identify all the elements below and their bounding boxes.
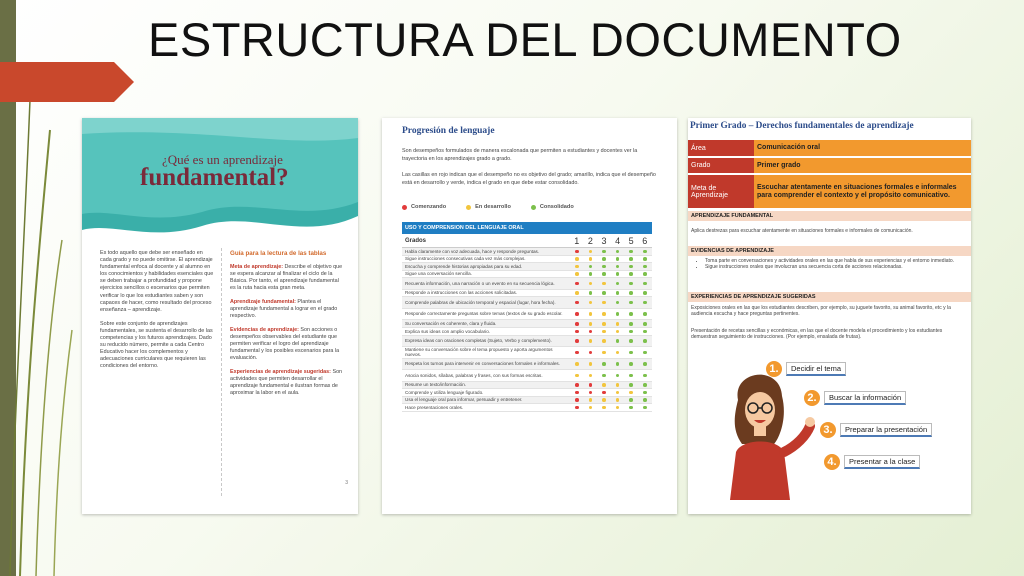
green-dot-icon	[602, 272, 606, 276]
green-dot-icon	[616, 265, 620, 269]
green-dot-icon	[629, 265, 633, 269]
green-dot-icon	[629, 398, 633, 402]
yellow-dot-icon	[616, 330, 620, 334]
yellow-dot-icon	[589, 257, 593, 261]
table-row	[402, 328, 652, 336]
section-text: Presentación de recetas sencillas y económicas, en las que el docente modela el procedimiento y los estudiantes demuestran seguimiento de instrucciones. (Por ejemplo, ensalada de frutas).	[691, 328, 943, 341]
green-dot-icon	[616, 250, 620, 254]
green-dot-icon	[629, 312, 633, 316]
yellow-dot-icon	[466, 205, 471, 210]
red-dot-icon	[575, 391, 579, 395]
yellow-dot-icon	[589, 374, 593, 378]
green-dot-icon	[602, 374, 606, 378]
table-row	[402, 297, 652, 309]
red-dot-icon	[575, 406, 579, 410]
grades-label: Grados	[405, 237, 427, 244]
term-label: Aprendizaje fundamental:	[230, 298, 296, 305]
yellow-dot-icon	[589, 398, 593, 402]
table-row	[402, 248, 652, 256]
guide-term	[230, 264, 345, 292]
table-row	[402, 397, 652, 405]
step-number: 3.	[820, 422, 836, 438]
intro-paragraph: Es todo aquello que debe ser enseñado en cada grado y no puede omitirse. El aprendizaje fundamental enfoca al docente y al alumno en los conocimientos y habilidades esenciales que se deben trabajar a profundidad y propone ejercicios sencillos o escenarios que permiten verificar lo que los estudiantes saben y son capaces de hacer, como resultado del proceso enseñanza – aprendizaje.	[100, 250, 214, 313]
green-dot-icon	[602, 362, 606, 366]
field-key: Grado	[688, 158, 754, 173]
field-value: Escuchar atentamente en situaciones formales e informales para comprender el contexto y el propósito comunicativo.	[754, 175, 971, 208]
yellow-dot-icon	[616, 398, 620, 402]
green-dot-icon	[629, 301, 633, 305]
step-item	[804, 390, 906, 406]
row-label: Expresa ideas con oraciones completas (Sujeto, Verbo y complemento).	[405, 338, 552, 344]
green-dot-icon	[643, 301, 647, 305]
table-header: USO Y COMPRENSION DEL LENGUAJE ORAL	[402, 222, 652, 234]
slide-title: ESTRUCTURA DEL DOCUMENTO	[148, 13, 902, 66]
table-row	[402, 309, 652, 321]
step-label: Decidir el tema	[786, 362, 846, 376]
grade-number: 6	[642, 235, 648, 246]
red-dot-icon	[589, 383, 593, 387]
green-dot-icon	[643, 282, 647, 286]
green-dot-icon	[616, 291, 620, 295]
yellow-dot-icon	[602, 301, 606, 305]
green-dot-icon	[629, 339, 633, 343]
yellow-dot-icon	[616, 351, 620, 355]
red-dot-icon	[589, 351, 593, 355]
table-row	[402, 404, 652, 412]
term-text: Plantea el aprendizaje fundamental a lograr en el grado respectivo.	[230, 298, 338, 319]
document-page-first-grade	[688, 118, 971, 514]
yellow-dot-icon	[616, 322, 620, 326]
field-value: Comunicación oral	[754, 140, 971, 156]
row-label: Hace presentaciones orales.	[405, 404, 464, 410]
green-dot-icon	[643, 257, 647, 261]
table-row	[402, 336, 652, 348]
red-dot-icon	[575, 312, 579, 316]
step-number: 1.	[766, 361, 782, 377]
table-row	[402, 290, 652, 298]
table-row	[402, 320, 652, 328]
red-dot-icon	[575, 250, 579, 254]
red-dot-icon	[602, 391, 606, 395]
green-dot-icon	[629, 383, 633, 387]
green-dot-icon	[629, 351, 633, 355]
field-row-grade	[688, 158, 971, 174]
field-row-area	[688, 140, 971, 157]
green-dot-icon	[589, 265, 593, 269]
yellow-dot-icon	[616, 406, 620, 410]
green-dot-icon	[602, 250, 606, 254]
grade-number: 5	[628, 235, 634, 246]
guide-column	[230, 250, 345, 404]
red-dot-icon	[575, 351, 579, 355]
table-row	[402, 256, 652, 264]
green-dot-icon	[629, 406, 633, 410]
green-dot-icon	[643, 362, 647, 366]
row-label: Resume un texto/información.	[405, 382, 467, 388]
row-label: Escucha y comprende historias apropiadas para su edad.	[405, 263, 523, 269]
term-text: Son acciones o desempeños observables del estudiante que permiten verificar el logro del aprendizaje fundamental y los posibles escenarios para la evaluación.	[230, 326, 340, 361]
yellow-dot-icon	[575, 291, 579, 295]
yellow-dot-icon	[575, 374, 579, 378]
red-dot-icon	[575, 398, 579, 402]
progression-title: Progresión de lenguaje	[402, 126, 495, 136]
green-dot-icon	[616, 301, 620, 305]
progression-table	[402, 222, 652, 412]
intro-column	[100, 250, 215, 378]
green-dot-icon	[629, 282, 633, 286]
term-label: Meta de aprendizaje:	[230, 263, 284, 270]
guide-term	[230, 369, 345, 397]
green-dot-icon	[602, 265, 606, 269]
green-dot-icon	[643, 374, 647, 378]
yellow-dot-icon	[602, 383, 606, 387]
green-dot-icon	[629, 362, 633, 366]
green-dot-icon	[629, 322, 633, 326]
legend	[402, 204, 662, 210]
grade-number: 2	[587, 235, 593, 246]
table-row	[402, 278, 652, 290]
yellow-dot-icon	[602, 330, 606, 334]
yellow-dot-icon	[616, 391, 620, 395]
document-page-intro	[82, 118, 358, 514]
green-dot-icon	[643, 265, 647, 269]
document-page-progression	[382, 118, 677, 514]
table-row	[402, 389, 652, 397]
green-dot-icon	[643, 351, 647, 355]
step-label: Buscar la información	[824, 391, 906, 405]
red-dot-icon	[575, 301, 579, 305]
grade-number: 3	[601, 235, 607, 246]
step-label: Preparar la presentación	[840, 423, 932, 437]
step-item	[820, 422, 932, 438]
green-dot-icon	[616, 272, 620, 276]
yellow-dot-icon	[575, 362, 579, 366]
list-item: • Sigue instrucciones orales que involucran una secuencia corta de acciones relacionadas.	[705, 264, 966, 270]
yellow-dot-icon	[575, 257, 579, 261]
green-dot-icon	[616, 257, 620, 261]
field-row-goal	[688, 175, 971, 209]
green-dot-icon	[643, 330, 647, 334]
title-arrow	[0, 62, 134, 102]
row-label: Comprende y utiliza lenguaje figurado.	[405, 389, 484, 395]
yellow-dot-icon	[589, 312, 593, 316]
green-dot-icon	[643, 398, 647, 402]
row-label: Responde correctamente preguntas sobre temas (textos de su grado escolar.	[405, 311, 563, 317]
table-row	[402, 347, 652, 359]
red-dot-icon	[575, 282, 579, 286]
green-dot-icon	[629, 330, 633, 334]
green-dot-icon	[602, 257, 606, 261]
list-item: • Toma parte en conversaciones y actividades orales en las que habla de sus experiencias y el entorno inmediato.	[705, 258, 966, 264]
row-label: Respeta los turnos para intervenir en conversaciones formales e informales.	[405, 361, 560, 367]
red-dot-icon	[575, 339, 579, 343]
green-dot-icon	[643, 383, 647, 387]
green-dot-icon	[629, 374, 633, 378]
yellow-dot-icon	[602, 339, 606, 343]
row-label: Responde a instrucciones con las acciones solicitadas.	[405, 290, 518, 296]
green-dot-icon	[629, 250, 633, 254]
green-dot-icon	[629, 291, 633, 295]
row-label: Asocia sonidos, sílabas, palabras y frases, con sus formas escritas.	[405, 372, 543, 378]
progression-paragraph: Son desempeños formulados de manera escalonada que permiten a estudiantes y docentes ver la trayectoria en los aprendizajes grado a grado.	[402, 148, 638, 162]
green-dot-icon	[531, 205, 536, 210]
legend-item: En desarrollo	[466, 204, 511, 210]
green-dot-icon	[643, 391, 647, 395]
green-dot-icon	[643, 291, 647, 295]
step-label: Presentar a la clase	[844, 455, 920, 469]
first-grade-title: Primer Grado – Derechos fundamentales de aprendizaje	[690, 121, 914, 131]
green-dot-icon	[643, 312, 647, 316]
yellow-dot-icon	[602, 351, 606, 355]
step-item	[824, 454, 920, 470]
yellow-dot-icon	[602, 312, 606, 316]
yellow-dot-icon	[589, 322, 593, 326]
question-line-2: fundamental?	[140, 164, 289, 191]
yellow-dot-icon	[602, 282, 606, 286]
guide-term	[230, 327, 345, 362]
section-header: EXPERIENCIAS DE APRENDIZAJE SUGERIDAS	[688, 292, 971, 302]
table-row	[402, 382, 652, 390]
red-dot-icon	[575, 330, 579, 334]
row-label: Comprende palabras de ubicación temporal y espacial (lugar, hora fecha).	[405, 299, 556, 305]
row-label: Usa el lenguaje oral para informar, persuadir y entretener.	[405, 397, 523, 403]
step-number: 2.	[804, 390, 820, 406]
yellow-dot-icon	[629, 391, 633, 395]
green-dot-icon	[629, 257, 633, 261]
table-row	[402, 359, 652, 371]
legend-item: Comenzando	[402, 204, 446, 210]
green-dot-icon	[589, 272, 593, 276]
row-label: Habla claramente con voz adecuada, hace y responde preguntas.	[405, 248, 540, 254]
term-label: Experiencias de aprendizaje sugeridas:	[230, 368, 331, 375]
green-dot-icon	[589, 291, 593, 295]
term-text: Son actividades que permiten desarrollar el aprendizaje fundamental e ilustran formas de aproximar la labor en el aula.	[230, 368, 343, 396]
green-dot-icon	[616, 374, 620, 378]
green-dot-icon	[616, 362, 620, 366]
red-dot-icon	[589, 391, 593, 395]
yellow-dot-icon	[589, 282, 593, 286]
term-text: Describe el objetivo que se espera alcanzar al finalizar el ciclo de la Básica. Por tanto, el aprendizaje fundamental es la ruta hacia esta gran meta.	[230, 263, 343, 291]
yellow-dot-icon	[589, 339, 593, 343]
table-row	[402, 263, 652, 271]
grade-number: 1	[574, 235, 580, 246]
step-number: 4.	[824, 454, 840, 470]
yellow-dot-icon	[575, 265, 579, 269]
green-dot-icon	[602, 291, 606, 295]
green-dot-icon	[643, 322, 647, 326]
row-label: Mantiene su conversación sobre el tema propuesto y aporta argumentos nuevos.	[405, 346, 553, 358]
field-value: Primer grado	[754, 158, 971, 173]
yellow-dot-icon	[616, 383, 620, 387]
yellow-dot-icon	[589, 406, 593, 410]
row-label: Su conversación es coherente, clara y fluida.	[405, 320, 497, 326]
red-dot-icon	[575, 322, 579, 326]
yellow-dot-icon	[589, 362, 593, 366]
table-body	[402, 248, 652, 412]
progression-paragraph: Las casillas en rojo indican que el desempeño no es objetivo del grado; amarillo, indica que el desempeño está en desarrollo y verde, indica el grado en que debe estar consolidado.	[402, 172, 656, 186]
green-dot-icon	[629, 272, 633, 276]
term-label: Evidencias de aprendizaje:	[230, 326, 299, 333]
grades-row	[402, 234, 652, 248]
yellow-dot-icon	[575, 272, 579, 276]
row-label: Sigue una conversación sencilla.	[405, 271, 472, 277]
section-header: EVIDENCIAS DE APRENDIZAJE	[688, 246, 971, 256]
field-key: Meta de Aprendizaje	[688, 175, 754, 208]
yellow-dot-icon	[602, 406, 606, 410]
field-key: Área	[688, 140, 754, 156]
intro-paragraph: Sobre este conjunto de aprendizajes fundamentales, se sustenta el desarrollo de las competencias y los futuros aprendizajes. Dado su reducido número, permite a cada Centro Educativo hacer los complementos y adecuaciones curriculares que requieren las condiciones del entorno.	[100, 320, 213, 370]
page-number: 3	[345, 480, 348, 486]
guide-term	[230, 299, 345, 320]
red-dot-icon	[589, 330, 593, 334]
green-dot-icon	[643, 250, 647, 254]
green-dot-icon	[616, 312, 620, 316]
green-dot-icon	[616, 339, 620, 343]
green-dot-icon	[643, 339, 647, 343]
section-text: Aplica destrezas para escuchar atentamente en situaciones formales e informales de comunicación.	[691, 228, 913, 234]
yellow-dot-icon	[589, 250, 593, 254]
section-header: APRENDIZAJE FUNDAMENTAL	[688, 211, 971, 221]
guide-title: Guía para la lectura de las tablas	[230, 250, 327, 257]
question-line-1: ¿Qué es un aprendizaje	[162, 152, 283, 167]
yellow-dot-icon	[589, 301, 593, 305]
yellow-dot-icon	[602, 398, 606, 402]
column-divider	[221, 248, 222, 496]
green-dot-icon	[643, 272, 647, 276]
row-label: Sigue instrucciones consecutivas cada vez más complejas.	[405, 256, 526, 262]
table-row	[402, 271, 652, 279]
section-text: Exposiciones orales en las que los estudiantes describen, por ejemplo, su juguete favorito, su animal favorito, etc y la audiencia escucha y hace preguntas pertinentes.	[691, 305, 951, 318]
step-item	[766, 361, 846, 377]
row-label: Explica sus ideas con amplio vocabulario.	[405, 328, 491, 334]
red-dot-icon	[402, 205, 407, 210]
table-row	[402, 370, 652, 382]
yellow-dot-icon	[602, 322, 606, 326]
row-label: Recuenta información, una narración o un evento en su secuencia lógica.	[405, 280, 555, 286]
section-list	[691, 258, 966, 270]
green-dot-icon	[616, 282, 620, 286]
green-dot-icon	[643, 406, 647, 410]
legend-item: Consolidado	[531, 204, 574, 210]
teacher-illustration	[716, 360, 816, 500]
red-dot-icon	[575, 383, 579, 387]
grade-number: 4	[615, 235, 621, 246]
